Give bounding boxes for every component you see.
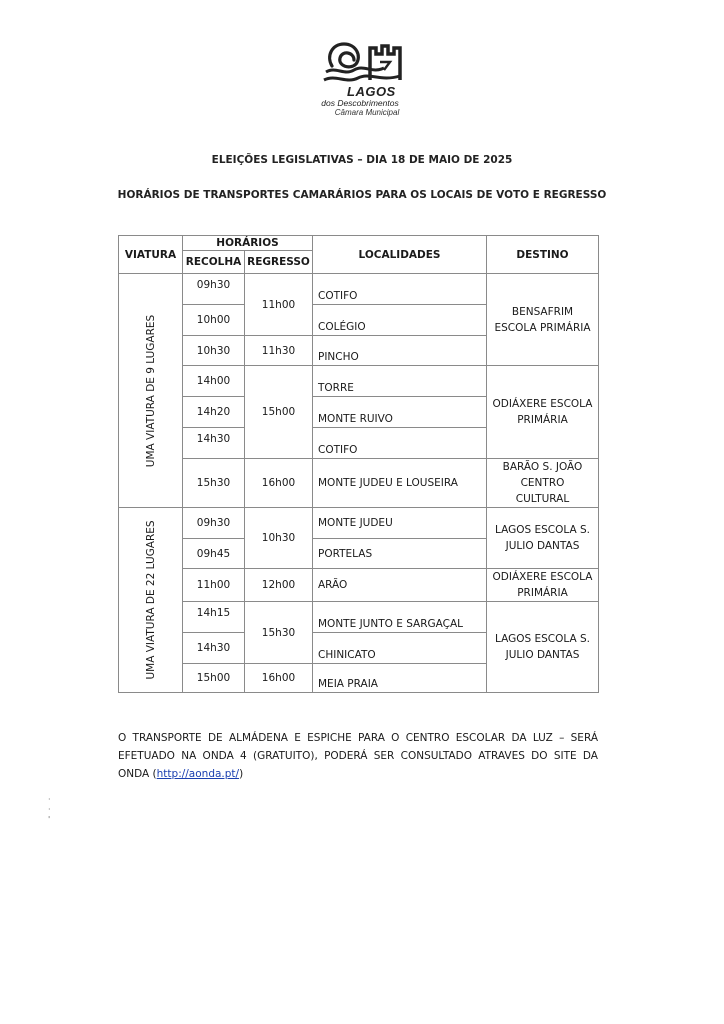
recolha-cell: 11h00 <box>183 569 245 602</box>
recolha-cell: 14h30 <box>183 633 245 664</box>
localidade-cell: MONTE RUIVO <box>313 397 487 428</box>
localidade-cell: COTIFO <box>313 274 487 305</box>
localidade-cell: TORRE <box>313 366 487 397</box>
recolha-cell: 14h00 <box>183 366 245 397</box>
localidade-cell: COLÉGIO <box>313 305 487 336</box>
header-regresso: REGRESSO <box>245 251 313 274</box>
table-row <box>119 274 599 305</box>
localidade-cell: PINCHO <box>313 336 487 366</box>
destino-line: ODIÁXERE ESCOLA <box>492 571 593 583</box>
recolha-cell: 09h30 <box>183 508 245 539</box>
note-text: O TRANSPORTE DE ALMÁDENA E ESPICHE PARA O CENTRO ESCOLAR DA LUZ – SERÁ EFETUADO NA ONDA 4 (GRATUITO), PODERÁ SER CONSULTADO ATRAVES DO SITE DA ONDA ( <box>118 732 598 780</box>
vehicle-label: UMA VIATURA DE 9 LUGARES <box>144 314 157 467</box>
table-row <box>119 508 599 539</box>
vehicle-cell <box>119 274 183 508</box>
destino-line: CENTRO <box>520 477 565 489</box>
table-row <box>119 602 599 633</box>
table-header-row <box>119 236 599 251</box>
localidade-cell: MONTE JUNTO E SARGAÇAL <box>313 602 487 633</box>
recolha-cell: 15h00 <box>183 664 245 693</box>
header-horarios: HORÁRIOS <box>183 236 313 251</box>
destino-line: LAGOS ESCOLA S. <box>494 633 590 645</box>
destino-line: PRIMÁRIA <box>517 587 568 599</box>
transport-note <box>118 729 598 783</box>
regresso-cell: 16h00 <box>245 664 313 693</box>
table-row <box>119 459 599 508</box>
note-suffix: ) <box>239 768 244 780</box>
localidade-cell: MONTE JUDEU E LOUSEIRA <box>313 459 487 508</box>
localidade-cell: COTIFO <box>313 428 487 459</box>
destino-line: PRIMÁRIA <box>517 414 568 426</box>
destino-line: LAGOS ESCOLA S. <box>494 524 590 536</box>
localidade-cell: PORTELAS <box>313 539 487 569</box>
scan-marks: · · ' <box>48 795 51 824</box>
municipal-logo <box>318 40 414 122</box>
recolha-cell: 09h45 <box>183 539 245 569</box>
localidade-cell: MONTE JUDEU <box>313 508 487 539</box>
destino-line: JULIO DANTAS <box>505 649 580 661</box>
destino-line: BARÃO S. JOÃO <box>502 461 583 473</box>
destino-cell <box>487 602 599 693</box>
recolha-cell: 14h30 <box>183 428 245 459</box>
destino-cell <box>487 459 599 508</box>
header-destino: DESTINO <box>487 236 599 274</box>
logo-name: LAGOS <box>347 84 396 99</box>
onda-link[interactable]: http://aonda.pt/ <box>156 768 240 780</box>
recolha-cell: 10h30 <box>183 336 245 366</box>
destino-line: ODIÁXERE ESCOLA <box>492 398 593 410</box>
logo-entity: Câmara Municipal <box>334 108 400 117</box>
regresso-cell: 11h00 <box>245 274 313 336</box>
page-title: ELEIÇÕES LEGISLATIVAS – DIA 18 DE MAIO DE 2025 <box>211 154 513 166</box>
regresso-cell: 15h00 <box>245 366 313 459</box>
regresso-cell: 12h00 <box>245 569 313 602</box>
regresso-cell: 10h30 <box>245 508 313 569</box>
recolha-cell: 14h20 <box>183 397 245 428</box>
destino-line: JULIO DANTAS <box>505 540 580 552</box>
page-subtitle: HORÁRIOS DE TRANSPORTES CAMARÁRIOS PARA OS LOCAIS DE VOTO E REGRESSO <box>117 189 607 201</box>
header-viatura: VIATURA <box>119 236 183 274</box>
destino-cell <box>487 508 599 569</box>
header-recolha: RECOLHA <box>183 251 245 274</box>
destino-line: CULTURAL <box>515 493 570 505</box>
destino-cell <box>487 274 599 366</box>
recolha-cell: 14h15 <box>183 602 245 633</box>
regresso-cell: 16h00 <box>245 459 313 508</box>
localidade-cell: MEIA PRAIA <box>313 664 487 693</box>
recolha-cell: 10h00 <box>183 305 245 336</box>
regresso-cell: 11h30 <box>245 336 313 366</box>
destino-cell <box>487 569 599 602</box>
schedule-table <box>118 235 599 693</box>
localidade-cell: CHINICATO <box>313 633 487 664</box>
table-row <box>119 366 599 397</box>
destino-line: BENSAFRIM <box>511 305 574 318</box>
logo-subtitle: dos Descobrimentos <box>321 98 399 108</box>
recolha-cell: 09h30 <box>183 274 245 305</box>
vehicle-label: UMA VIATURA DE 22 LUGARES <box>144 520 157 680</box>
vehicle-cell <box>119 508 183 693</box>
recolha-cell: 15h30 <box>183 459 245 508</box>
table-row <box>119 569 599 602</box>
destino-line: ESCOLA PRIMÁRIA <box>494 321 591 334</box>
header-localidades: LOCALIDADES <box>313 236 487 274</box>
localidade-cell: ARÃO <box>313 569 487 602</box>
regresso-cell: 15h30 <box>245 602 313 664</box>
destino-cell <box>487 366 599 459</box>
